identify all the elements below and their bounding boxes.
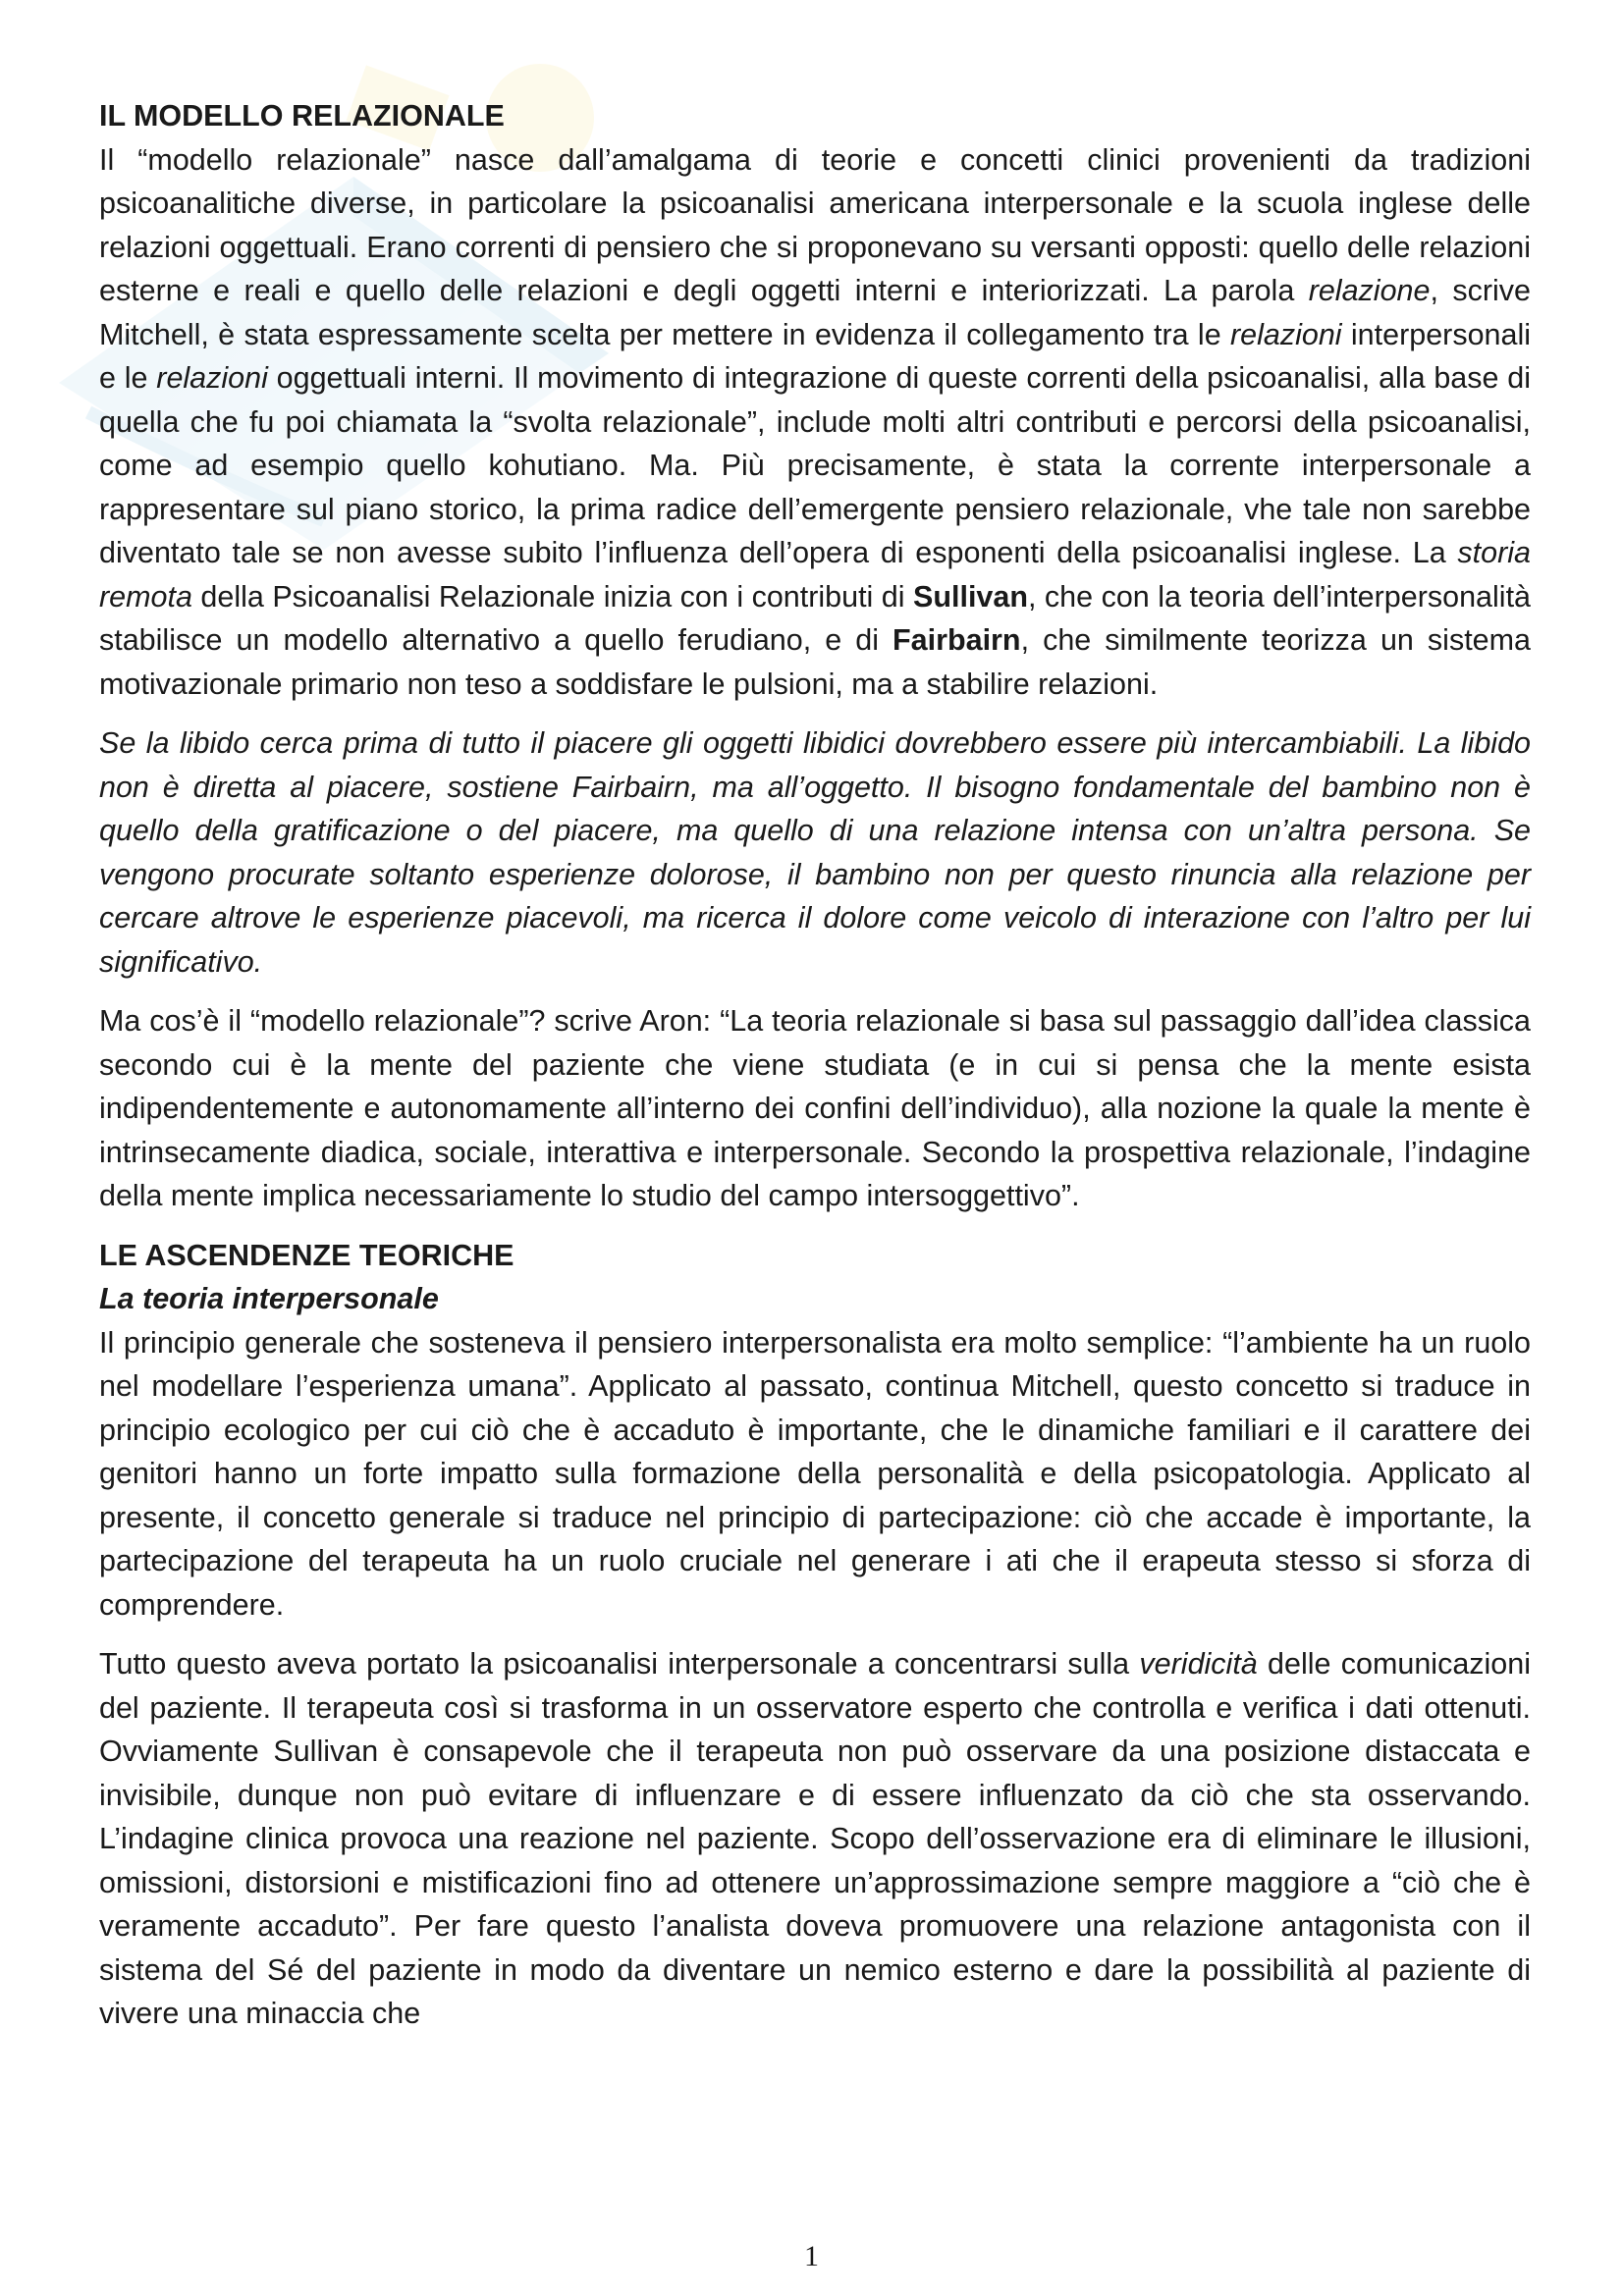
- veridicita-paragraph: Tutto questo aveva portato la psicoanalisi interpersonale a concentrarsi sulla veridicità delle comunicazioni del paziente. Il terapeuta così si trasforma in un osservatore esperto che controlla e verifica i dati ottenuti. Ovviamente Sullivan è consapevole che il terapeuta non può osservare da una posizione distaccata e invisibile, dunque non può evitare di influenzare e di essere influenzato da ciò che sta osservando. L’indagine clinica provoca una reazione nel paziente. Scopo dell’osservazione era di eliminare le illusioni, omissioni, distorsioni e mistificazioni fino ad ottenere un’approssimazione sempre maggiore a “ciò che è veramente accaduto”. Per fare questo l’analista doveva promuovere una relazione antagonista con il sistema del Sé del paziente in modo da diventare un nemico esterno e dare la possibilità al paziente di vivere una minaccia che: [99, 1647, 1532, 2030]
- document-body: [99, 94, 1531, 2036]
- page-number: 1: [804, 2240, 819, 2272]
- principle-paragraph: Il principio generale che sosteneva il pensiero interpersonalista era molto semplice: “l’ambiente ha un ruolo nel modellare l’esperienza umana”. Applicato al passato, continua Mitchell, questo concetto si traduce in principio ecologico per cui ciò che è accaduto è importante, che le dinamiche familiari e il carattere dei genitori hanno un forte impatto sulla formazione della personalità e della psicopatologia. Applicato al presente, il concetto generale si traduce nel principio di partecipazione: ciò che accade è importante, la partecipazione del terapeuta ha un ruolo cruciale nel generare i ati che il erapeuta stesso si sforza di comprendere.: [99, 1325, 1531, 1622]
- section-heading: LE ASCENDENZE TEORICHE: [99, 1238, 514, 1272]
- intro-paragraph: Il “modello relazionale” nasce dall’amalgama di teorie e concetti clinici provenienti da tradizioni psicoanalitiche diverse, in particolare la psicoanalisi americana interpersonale e la scuola inglese delle relazioni oggettuali. Erano correnti di pensiero che si proponevano su versanti opposti: quello delle relazioni esterne e reali e quello delle relazioni e degli oggetti interni e interiorizzati. La parola relazione, scrive Mitchell, è stata espressamente scelta per mettere in evidenza il collegamento tra le relazioni interpersonali e le relazioni oggettuali interni. Il movimento di integrazione di queste correnti della psicoanalisi, alla base di quella che fu poi chiamata la “svolta relazionale”, include molti altri contributi e percorsi della psicoanalisi, come ad esempio quello kohutiano. Ma. Più precisamente, è stata la corrente interpersonale a rappresentare sul piano storico, la prima radice dell’emergente pensiero relazionale, vhe tale non sarebbe diventato tale se non avesse subito l’influenza dell’opera di esponenti della psicoanalisi inglese. La storia remota della Psicoanalisi Relazionale inizia con i contributi di Sullivan, che con la teoria dell’interpersonalità stabilisce un modello alternativo a quello ferudiano, e di Fairbairn, che similmente teorizza un sistema motivazionale primario non teso a soddisfare le pulsioni, ma a stabilire relazioni.: [99, 142, 1532, 701]
- aron-paragraph: Ma cos’è il “modello relazionale”? scrive Aron: “La teoria relazionale si basa sul passaggio dall’idea classica secondo cui è la mente del paziente che viene studiata (e in cui si pensa che la mente esista indipendentemente e autonomamente all’interno dei confini dell’individuo), alla nozione la quale la mente è intrinsecamente diadica, sociale, interattiva e interpersonale. Secondo la prospettiva relazionale, l’indagine della mente implica necessariamente lo studio del campo intersoggettivo”.: [99, 1004, 1531, 1212]
- fairbairn-quote-paragraph: Se la libido cerca prima di tutto il piacere gli oggetti libidici dovrebbero essere più intercambiabili. La libido non è diretta al piacere, sostiene Fairbairn, ma all’oggetto. Il bisogno fondamentale del bambino non è quello della gratificazione o del piacere, ma quello di una relazione intensa con un’altra persona. Se vengono procurate soltanto esperienze dolorose, il bambino non per questo rinuncia alla relazione per cercare altrove le esperienze piacevoli, ma ricerca il dolore come veicolo di interazione con l’altro per lui significativo.: [99, 726, 1531, 979]
- subsection-heading: La teoria interpersonale: [99, 1282, 439, 1315]
- page-title: IL MODELLO RELAZIONALE: [99, 99, 505, 133]
